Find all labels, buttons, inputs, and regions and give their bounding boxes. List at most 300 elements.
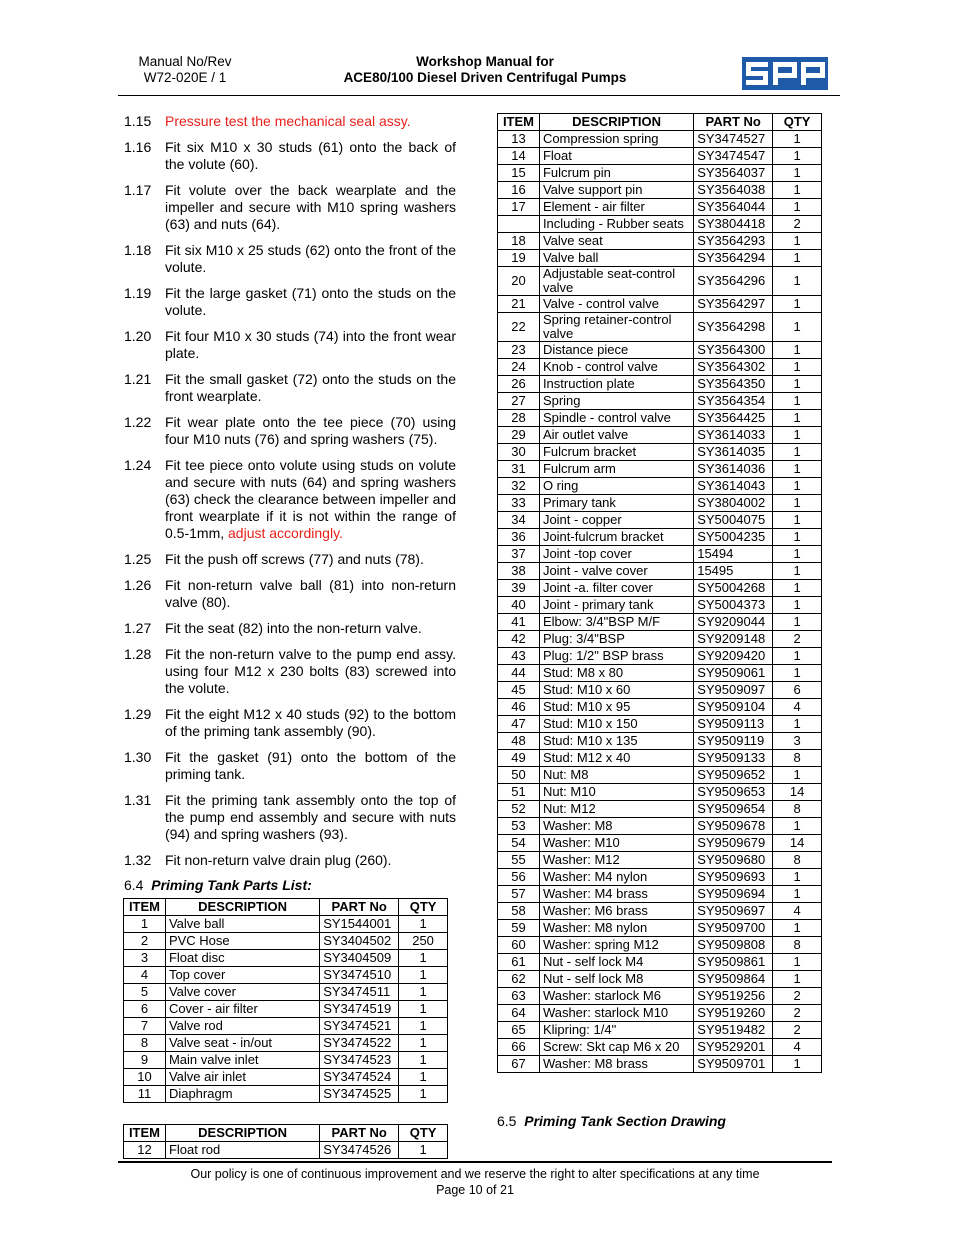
table-row (498, 393, 822, 410)
qty-cell: 4 (773, 1039, 822, 1056)
part-number-cell: SY3474547 (694, 148, 773, 165)
table-row (498, 216, 822, 233)
step-number: 1.22 (124, 414, 152, 430)
item-cell: 53 (498, 818, 540, 835)
qty-cell: 1 (773, 233, 822, 250)
table-row (498, 937, 822, 954)
step-item (124, 551, 456, 568)
section-6-4-heading (124, 877, 312, 894)
part-number-cell: SY3564350 (694, 376, 773, 393)
description-cell: Plug: 3/4"BSP (539, 631, 693, 648)
description-cell: Spindle - control valve (539, 410, 693, 427)
description-cell: Fulcrum arm (539, 461, 693, 478)
qty-cell: 1 (773, 546, 822, 563)
part-number-cell: SY9209420 (694, 648, 773, 665)
table-row (498, 296, 822, 313)
step-item (124, 182, 456, 233)
description-cell: Washer: M12 (539, 852, 693, 869)
description-cell: Stud: M12 x 40 (539, 750, 693, 767)
part-number-cell: SY9509119 (694, 733, 773, 750)
qty-cell: 6 (773, 682, 822, 699)
section-number: 6.4 (124, 877, 144, 893)
part-number-cell: SY3564293 (694, 233, 773, 250)
part-number-cell: SY9509808 (694, 937, 773, 954)
description-cell: Washer: M4 nylon (539, 869, 693, 886)
part-number-cell: SY3474521 (320, 1018, 399, 1035)
step-item (124, 139, 456, 173)
step-item (124, 646, 456, 697)
part-number-cell: SY9509097 (694, 682, 773, 699)
table-row (498, 614, 822, 631)
assembly-steps (124, 113, 456, 878)
qty-cell: 1 (773, 427, 822, 444)
qty-cell: 1 (773, 563, 822, 580)
description-cell: Including - Rubber seats (539, 216, 693, 233)
part-number-cell: SY9519256 (694, 988, 773, 1005)
parts-table-left (123, 898, 448, 1103)
step-text-body: Fit the small gasket (72) onto the studs on the front wearplate. (165, 371, 456, 404)
step-text-body: Fit six M10 x 30 studs (61) onto the back of the volute (60). (165, 139, 456, 172)
part-number-cell: SY9509680 (694, 852, 773, 869)
part-number-cell: SY9509700 (694, 920, 773, 937)
item-cell: 38 (498, 563, 540, 580)
table-row (498, 869, 822, 886)
part-number-cell: SY3564425 (694, 410, 773, 427)
description-cell: Joint - copper (539, 512, 693, 529)
part-number-cell: SY5004235 (694, 529, 773, 546)
step-number: 1.28 (124, 646, 152, 662)
qty-cell: 1 (399, 967, 448, 984)
part-number-cell: SY3614035 (694, 444, 773, 461)
item-cell: 4 (124, 967, 166, 984)
qty-cell: 8 (773, 937, 822, 954)
item-cell: 14 (498, 148, 540, 165)
qty-cell: 2 (773, 1005, 822, 1022)
item-cell: 34 (498, 512, 540, 529)
item-cell: 5 (124, 984, 166, 1001)
item-cell: 8 (124, 1035, 166, 1052)
table-row (498, 1005, 822, 1022)
item-cell: 27 (498, 393, 540, 410)
part-number-cell: SY3564294 (694, 250, 773, 267)
step-number: 1.25 (124, 551, 152, 567)
item-cell: 1 (124, 916, 166, 933)
table-row (124, 1142, 448, 1159)
item-cell: 42 (498, 631, 540, 648)
qty-cell: 1 (399, 1052, 448, 1069)
part-number-cell: 15495 (694, 563, 773, 580)
qty-cell: 1 (773, 313, 822, 342)
item-cell: 39 (498, 580, 540, 597)
col-qty-header: QTY (399, 899, 448, 916)
step-text-body: Fit six M10 x 25 studs (62) onto the front of the volute. (165, 242, 456, 275)
description-cell: Nut - self lock M4 (539, 954, 693, 971)
description-cell: Top cover (165, 967, 319, 984)
step-item (124, 457, 456, 542)
description-cell: Distance piece (539, 342, 693, 359)
qty-cell: 1 (773, 461, 822, 478)
qty-cell: 1 (773, 920, 822, 937)
qty-cell: 8 (773, 750, 822, 767)
table-row (124, 1052, 448, 1069)
table-row (124, 1018, 448, 1035)
description-cell: Knob - control valve (539, 359, 693, 376)
part-number-cell: SY3474524 (320, 1069, 399, 1086)
step-item (124, 414, 456, 448)
item-cell: 63 (498, 988, 540, 1005)
part-number-cell: SY3474522 (320, 1035, 399, 1052)
item-cell: 44 (498, 665, 540, 682)
item-cell: 16 (498, 182, 540, 199)
description-cell: Nut: M10 (539, 784, 693, 801)
item-cell: 20 (498, 267, 540, 296)
item-cell: 3 (124, 950, 166, 967)
table-row (498, 461, 822, 478)
qty-cell: 4 (773, 699, 822, 716)
part-number-cell: SY3614036 (694, 461, 773, 478)
table-row (498, 250, 822, 267)
item-cell: 18 (498, 233, 540, 250)
col-qty-header: QTY (399, 1125, 448, 1142)
table-row (124, 916, 448, 933)
qty-cell: 1 (773, 886, 822, 903)
item-cell: 41 (498, 614, 540, 631)
qty-cell: 1 (773, 182, 822, 199)
part-number-cell: SY1544001 (320, 916, 399, 933)
step-item (124, 706, 456, 740)
table-row (498, 478, 822, 495)
table-row (498, 529, 822, 546)
table-header-row (124, 899, 448, 916)
step-number: 1.20 (124, 328, 152, 344)
qty-cell: 2 (773, 1022, 822, 1039)
item-cell: 56 (498, 869, 540, 886)
description-cell: Washer: M8 (539, 818, 693, 835)
item-cell: 15 (498, 165, 540, 182)
col-part-header: PART No (320, 1125, 399, 1142)
part-number-cell: SY3804418 (694, 216, 773, 233)
part-number-cell: SY3564296 (694, 267, 773, 296)
item-cell: 37 (498, 546, 540, 563)
description-cell: Stud: M8 x 80 (539, 665, 693, 682)
description-cell: Diaphragm (165, 1086, 319, 1103)
step-item (124, 749, 456, 783)
step-item (124, 242, 456, 276)
manual-label: Manual No/Rev (138, 54, 232, 69)
item-cell: 52 (498, 801, 540, 818)
table-row (124, 1001, 448, 1018)
step-item (124, 285, 456, 319)
part-number-cell: SY3474511 (320, 984, 399, 1001)
step-text-body: Fit the eight M12 x 40 studs (92) to the bottom of the priming tank assembly (90). (165, 706, 456, 739)
description-cell: Primary tank (539, 495, 693, 512)
item-cell: 36 (498, 529, 540, 546)
description-cell: Float (539, 148, 693, 165)
manual-number: W72-020E / 1 (143, 70, 227, 85)
qty-cell: 1 (773, 869, 822, 886)
item-cell: 47 (498, 716, 540, 733)
table-row (498, 665, 822, 682)
part-number-cell: SY9509861 (694, 954, 773, 971)
table-row (498, 342, 822, 359)
step-text (165, 706, 456, 740)
part-number-cell: SY3474525 (320, 1086, 399, 1103)
item-cell: 58 (498, 903, 540, 920)
table-row (498, 716, 822, 733)
item-cell: 24 (498, 359, 540, 376)
item-cell: 49 (498, 750, 540, 767)
step-text-body: Fit the large gasket (71) onto the studs on the volute. (165, 285, 456, 318)
step-item (124, 371, 456, 405)
description-cell: Valve support pin (539, 182, 693, 199)
description-cell: Washer: M8 brass (539, 1056, 693, 1073)
section-title: Priming Tank Section Drawing (524, 1113, 726, 1129)
part-number-cell: SY3564044 (694, 199, 773, 216)
table-row (498, 1039, 822, 1056)
qty-cell: 1 (773, 614, 822, 631)
description-cell: Joint -top cover (539, 546, 693, 563)
table-row (498, 818, 822, 835)
col-qty-header: QTY (773, 114, 822, 131)
table-row (498, 165, 822, 182)
step-text-body: Fit volute over the back wearplate and the impeller and secure with M10 spring washers (63) and nuts (64). (165, 182, 456, 232)
description-cell: Plug: 1/2" BSP brass (539, 648, 693, 665)
item-cell: 22 (498, 313, 540, 342)
table-row (498, 546, 822, 563)
item-cell: 64 (498, 1005, 540, 1022)
description-cell: Washer: M4 brass (539, 886, 693, 903)
step-text (165, 792, 456, 843)
table-row (498, 682, 822, 699)
section-title: Priming Tank Parts List: (151, 877, 312, 893)
table-row (498, 410, 822, 427)
description-cell: Stud: M10 x 95 (539, 699, 693, 716)
col-part-header: PART No (694, 114, 773, 131)
parts-table-left-continued (123, 1124, 448, 1159)
table-row (498, 733, 822, 750)
qty-cell: 1 (773, 359, 822, 376)
description-cell: Klipring: 1/4" (539, 1022, 693, 1039)
qty-cell: 4 (773, 903, 822, 920)
part-number-cell: SY5004268 (694, 580, 773, 597)
item-cell: 54 (498, 835, 540, 852)
title-line-1: Workshop Manual for (416, 54, 554, 69)
qty-cell: 1 (773, 131, 822, 148)
qty-cell: 8 (773, 852, 822, 869)
qty-cell: 1 (773, 393, 822, 410)
step-text-body: Fit four M10 x 30 studs (74) into the front wear plate. (165, 328, 456, 361)
description-cell: Valve - control valve (539, 296, 693, 313)
description-cell: Fulcrum pin (539, 165, 693, 182)
qty-cell: 1 (399, 1086, 448, 1103)
table-row (498, 182, 822, 199)
item-cell: 57 (498, 886, 540, 903)
step-text-body: Fit wear plate onto the tee piece (70) using four M10 nuts (76) and spring washers (75). (165, 414, 456, 447)
qty-cell: 1 (773, 296, 822, 313)
part-number-cell: SY3564354 (694, 393, 773, 410)
item-cell: 31 (498, 461, 540, 478)
col-item-header: ITEM (124, 1125, 166, 1142)
description-cell: Float disc (165, 950, 319, 967)
item-cell: 9 (124, 1052, 166, 1069)
description-cell: Elbow: 3/4"BSP M/F (539, 614, 693, 631)
item-cell: 23 (498, 342, 540, 359)
part-number-cell: SY9209148 (694, 631, 773, 648)
item-cell: 59 (498, 920, 540, 937)
qty-cell: 1 (773, 376, 822, 393)
description-cell: Washer: M8 nylon (539, 920, 693, 937)
step-number: 1.32 (124, 852, 152, 868)
table-row (498, 597, 822, 614)
item-cell: 6 (124, 1001, 166, 1018)
table-row (498, 512, 822, 529)
table-row (498, 233, 822, 250)
step-item (124, 852, 456, 869)
qty-cell: 1 (399, 950, 448, 967)
document-title (300, 54, 670, 86)
item-cell: 61 (498, 954, 540, 971)
description-cell: Washer: M6 brass (539, 903, 693, 920)
qty-cell: 1 (773, 148, 822, 165)
description-cell: O ring (539, 478, 693, 495)
qty-cell: 1 (773, 716, 822, 733)
description-cell: Stud: M10 x 150 (539, 716, 693, 733)
table-row (498, 648, 822, 665)
description-cell: Air outlet valve (539, 427, 693, 444)
description-cell: Valve ball (165, 916, 319, 933)
description-cell: Screw: Skt cap M6 x 20 (539, 1039, 693, 1056)
step-text (165, 414, 456, 448)
col-item-header: ITEM (124, 899, 166, 916)
col-description-header: DESCRIPTION (165, 1125, 319, 1142)
item-cell: 32 (498, 478, 540, 495)
item-cell: 40 (498, 597, 540, 614)
part-number-cell: SY9509679 (694, 835, 773, 852)
part-number-cell: SY5004075 (694, 512, 773, 529)
table-row (498, 835, 822, 852)
part-number-cell: SY9509113 (694, 716, 773, 733)
table-row (124, 1086, 448, 1103)
policy-text: Our policy is one of continuous improvement and we reserve the right to alter specifications at any time (190, 1167, 760, 1181)
step-item (124, 113, 456, 130)
item-cell: 28 (498, 410, 540, 427)
part-number-cell: SY9509133 (694, 750, 773, 767)
step-text (165, 182, 456, 233)
part-number-cell: SY9509697 (694, 903, 773, 920)
footer (118, 1166, 832, 1198)
table-row (498, 359, 822, 376)
qty-cell: 1 (773, 767, 822, 784)
part-number-cell: SY3564037 (694, 165, 773, 182)
step-number: 1.30 (124, 749, 152, 765)
table-row (498, 427, 822, 444)
qty-cell: 1 (773, 648, 822, 665)
qty-cell: 1 (399, 1018, 448, 1035)
table-row (498, 131, 822, 148)
description-cell: Compression spring (539, 131, 693, 148)
table-row (124, 1035, 448, 1052)
part-number-cell: SY3474519 (320, 1001, 399, 1018)
item-cell: 10 (124, 1069, 166, 1086)
description-cell: Stud: M10 x 135 (539, 733, 693, 750)
step-text-body: Fit the priming tank assembly onto the top of the pump end assembly and secure with nuts (94) and spring washers (93). (165, 792, 456, 842)
description-cell: Element - air filter (539, 199, 693, 216)
spp-logo (742, 57, 828, 90)
qty-cell: 1 (773, 165, 822, 182)
table-row (498, 903, 822, 920)
description-cell: Valve rod (165, 1018, 319, 1035)
item-cell: 66 (498, 1039, 540, 1056)
step-number: 1.17 (124, 182, 152, 198)
col-item-header: ITEM (498, 114, 540, 131)
part-number-cell: SY3804002 (694, 495, 773, 512)
table-row (498, 148, 822, 165)
part-number-cell: SY9209044 (694, 614, 773, 631)
part-number-cell: SY3564038 (694, 182, 773, 199)
step-text-body: Fit the gasket (91) onto the bottom of the priming tank. (165, 749, 456, 782)
part-number-cell: SY9509061 (694, 665, 773, 682)
table-row (124, 933, 448, 950)
description-cell: Valve seat (539, 233, 693, 250)
description-cell: Washer: spring M12 (539, 937, 693, 954)
part-number-cell: SY3614033 (694, 427, 773, 444)
part-number-cell: SY3564300 (694, 342, 773, 359)
qty-cell: 1 (773, 597, 822, 614)
part-number-cell: SY9519482 (694, 1022, 773, 1039)
qty-cell: 1 (773, 410, 822, 427)
table-row (498, 920, 822, 937)
description-cell: Joint-fulcrum bracket (539, 529, 693, 546)
part-number-cell: 15494 (694, 546, 773, 563)
col-part-header: PART No (320, 899, 399, 916)
qty-cell: 1 (773, 529, 822, 546)
item-cell: 30 (498, 444, 540, 461)
part-number-cell: SY5004373 (694, 597, 773, 614)
table-row (124, 967, 448, 984)
qty-cell: 8 (773, 801, 822, 818)
table-row (498, 852, 822, 869)
step-number: 1.27 (124, 620, 152, 636)
item-cell: 48 (498, 733, 540, 750)
part-number-cell: SY3474510 (320, 967, 399, 984)
item-cell: 33 (498, 495, 540, 512)
item-cell: 46 (498, 699, 540, 716)
item-cell: 43 (498, 648, 540, 665)
step-text (165, 749, 456, 783)
part-number-cell: SY9509654 (694, 801, 773, 818)
part-number-cell: SY9509653 (694, 784, 773, 801)
part-number-cell: SY9509864 (694, 971, 773, 988)
item-cell: 2 (124, 933, 166, 950)
step-number: 1.24 (124, 457, 152, 473)
step-text (165, 139, 456, 173)
qty-cell: 1 (399, 1069, 448, 1086)
step-text-body: Fit tee piece onto volute using studs on volute and secure with nuts (64) and spring washers (63) check the clearance between impeller and front wearplate if it is not within the range of 0.5-1mm, (165, 457, 456, 541)
table-row (498, 699, 822, 716)
table-row (498, 750, 822, 767)
part-number-cell: SY9519260 (694, 1005, 773, 1022)
step-text (165, 577, 456, 611)
item-cell: 62 (498, 971, 540, 988)
table-row (498, 199, 822, 216)
qty-cell: 1 (399, 1001, 448, 1018)
table-row (498, 954, 822, 971)
qty-cell: 1 (773, 199, 822, 216)
step-number: 1.16 (124, 139, 152, 155)
qty-cell: 1 (773, 818, 822, 835)
qty-cell: 1 (773, 250, 822, 267)
part-number-cell: SY9509693 (694, 869, 773, 886)
